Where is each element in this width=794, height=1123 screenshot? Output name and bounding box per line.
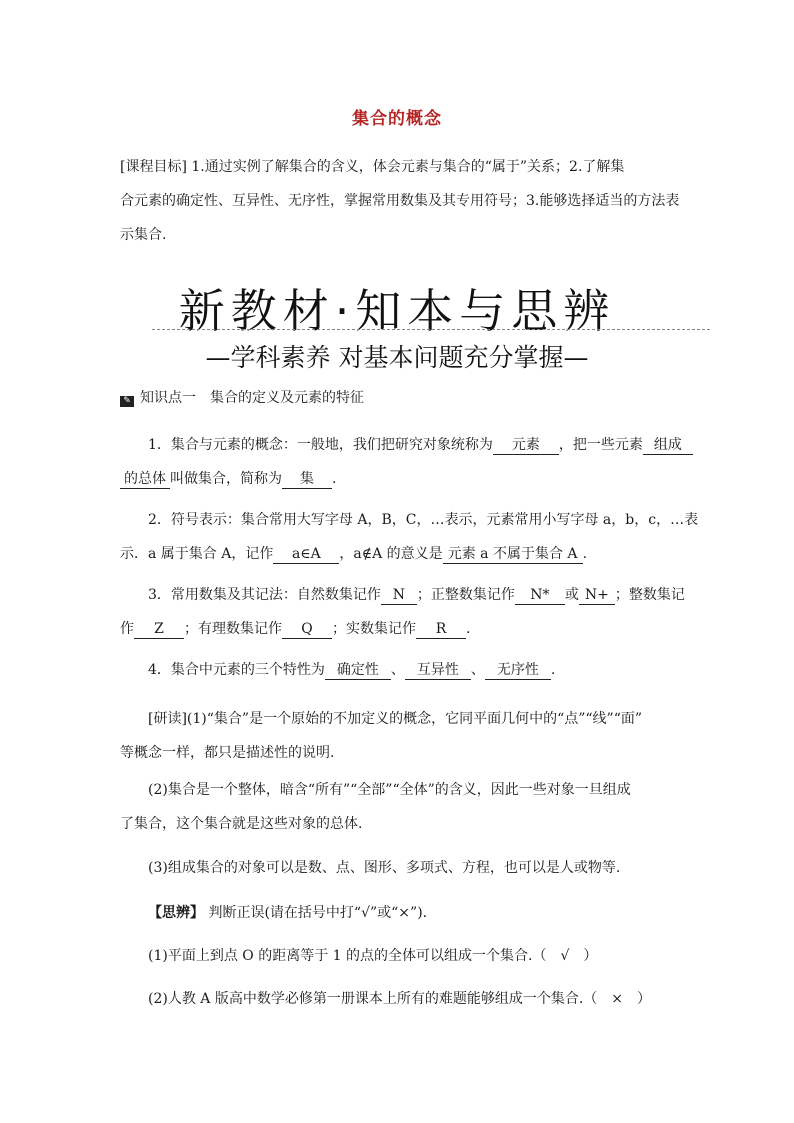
item-3-line-2: 作 Z ；有理数集记作 Q ；实数集记作 R . (120, 621, 471, 637)
think-heading (120, 896, 680, 930)
fill-blank: a∈A (273, 545, 339, 564)
fill-blank: Q (282, 620, 332, 639)
page-title: 集合的概念 (352, 109, 442, 129)
item-4-line-1: 4．集合中元素的三个特性为 确定性 、 互异性 、 无序性 . (148, 662, 556, 678)
fill-blank: N+ (579, 586, 615, 605)
banner-divider (152, 329, 710, 330)
think-question-1 (120, 939, 680, 973)
item-2-line-2: 示．a 属于集合 A，记作 a∈A ，a∉A 的意义是 元素 a 不属于集合 A . (120, 546, 588, 562)
fill-blank: 集 (282, 470, 332, 489)
study-line: 了集合，这个集合就是这些对象的总体. (120, 816, 363, 832)
item-1-line-1: 1．集合与元素的概念：一般地，我们把研究对象统称为 元素 ，把一些元素 组成 (120, 428, 680, 462)
fill-blank: 组成 (643, 436, 693, 455)
fill-blank: N (381, 586, 417, 605)
pencil-icon: ✎ (120, 396, 134, 407)
study-line: 等概念一样，都只是描述性的说明. (120, 745, 335, 761)
fill-blank: 元素 (493, 436, 559, 455)
fill-blank: 的总体 (120, 470, 170, 489)
think-label: 【思辨】 (148, 905, 204, 921)
study-notes-2 (120, 773, 680, 841)
course-goals (120, 150, 680, 252)
think-question: (2)人教 A 版高中数学必修第一册课本上所有的难题能够组成一个集合.（ × ） (148, 991, 652, 1007)
fill-blank: R (416, 620, 466, 639)
study-line: (2)集合是一个整体，暗含“所有”“全部”“全体”的含义，因此一些对象一旦组成 (148, 782, 631, 798)
knowledge-point-heading (120, 387, 364, 407)
item-3 (120, 578, 685, 646)
item-1 (120, 428, 680, 496)
study-notes (120, 702, 680, 770)
course-goals-line: [课程目标] 1.通过实例了解集合的含义，体会元素与集合的“属于”关系；2.了解集 (120, 159, 625, 175)
fill-blank: 互异性 (405, 661, 471, 680)
knowledge-point-label: 知识点一 集合的定义及元素的特征 (140, 390, 364, 406)
banner-heading: 新教材·知本与思辨 (178, 284, 616, 338)
fill-blank: Z (134, 620, 184, 639)
fill-blank: 确定性 (325, 661, 391, 680)
think-question-2 (120, 982, 680, 1016)
think-instruction: 判断正误(请在括号中打“√”或“×”). (204, 905, 428, 921)
course-goals-line: 示集合. (120, 227, 167, 243)
study-line: (3)组成集合的对象可以是数、点、图形、多项式、方程，也可以是人或物等. (148, 860, 621, 876)
item-1-line-2: 的总体 叫做集合，简称为 集 . (120, 462, 680, 496)
fill-blank: 无序性 (485, 661, 551, 680)
item-4 (120, 653, 680, 687)
item-2-line-1: 2．符号表示：集合常用大写字母 A，B，C，…表示，元素常用小写字母 a，b，c，…表 (148, 512, 699, 528)
study-notes-3 (120, 851, 680, 885)
study-line: [研读](1)“集合”是一个原始的不加定义的概念，它同平面几何中的“点”“线”“面” (148, 711, 643, 727)
banner-subheading: —学科素养 对基本问题充分掌握— (205, 343, 589, 372)
think-question: (1)平面上到点 O 的距离等于 1 的点的全体可以组成一个集合.（ √ ） (148, 948, 598, 964)
fill-blank: N* (515, 586, 565, 605)
think-section (120, 896, 680, 930)
fill-blank: 元素 a 不属于集合 A (443, 545, 583, 564)
course-goals-line: 合元素的确定性、互异性、无序性，掌握常用数集及其专用符号；3.能够选择适当的方法表 (120, 193, 680, 209)
item-2 (120, 503, 699, 571)
item-3-line-1: 3．常用数集及其记法：自然数集记作 N ；正整数集记作 N* 或 N+ ；整数集记 (148, 587, 685, 603)
